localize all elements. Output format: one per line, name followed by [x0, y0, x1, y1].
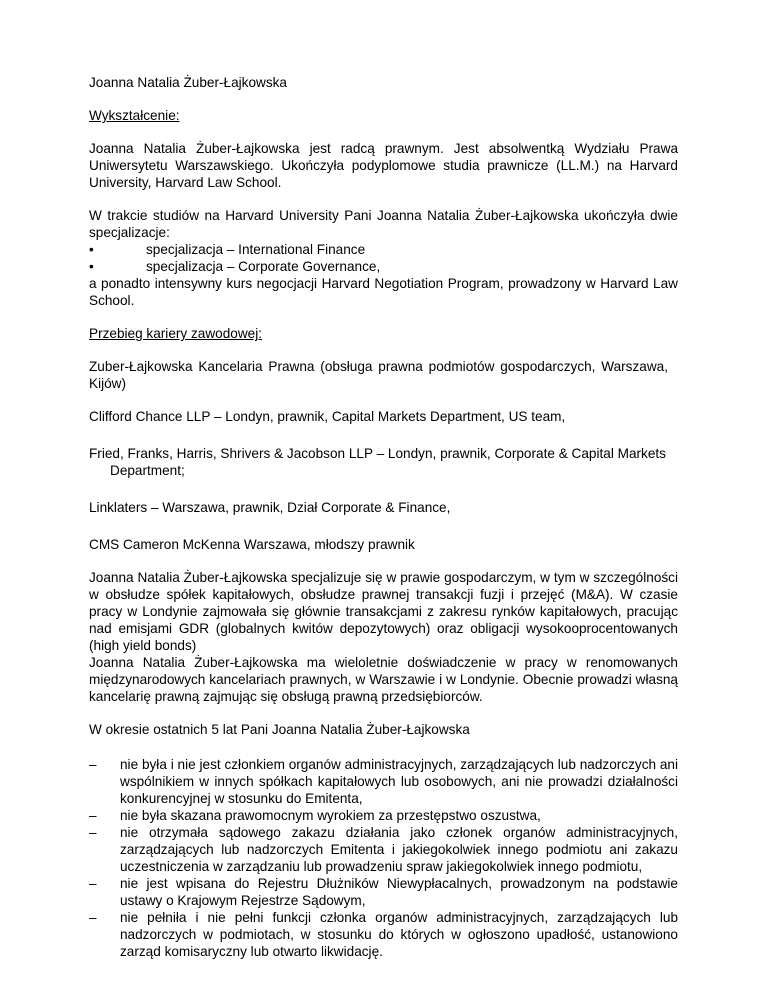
specialization-text: specjalizacja – International Finance [146, 242, 366, 257]
experience-text: Joanna Natalia Żuber-Łajkowska ma wieloletnie doświadczenie w pracy w renomowanych międzynarodowych kancelariach prawnych, w Warszawie i w Londynie. Obecnie prowadzi własną kancelarię prawną zajmując się obsługą prawną przedsiębiorców. [89, 655, 678, 704]
list-item [89, 875, 678, 909]
declaration-text: nie otrzymała sądowego zakazu działania jako członek organów administracyjnych, zarządzających lub nadzorczych Emitenta i jakiegokolwiek innego podmiotu ani zakazu uczestniczenia w zarządzaniu lub prowadzeniu spraw jakiegokolwiek innego podmiotu, [120, 825, 678, 874]
bullet-icon: • [89, 242, 94, 257]
career-entry: Clifford Chance LLP – Londyn, prawnik, Capital Markets Department, US team, [89, 409, 566, 424]
list-item [89, 756, 678, 807]
list-item [89, 909, 678, 960]
career-entry: Zuber-Łajkowska Kancelaria Prawna (obsługa prawna podmiotów gospodarczych, Warszawa, Kijów) [89, 359, 668, 391]
career-heading: Przebieg kariery zawodowej: [89, 326, 263, 341]
career-entry: CMS Cameron McKenna Warszawa, młodszy prawnik [89, 537, 415, 552]
list-item [89, 824, 678, 875]
education-text: Joanna Natalia Żuber-Łajkowska jest radcą prawnym. Jest absolwentką Wydziału Prawa Uniwersytetu Warszawskiego. Ukończyła podyplomowe studia prawnicze (LL.M.) na Harvard University, Harvard Law School. [89, 141, 678, 190]
document-page [89, 74, 678, 960]
declaration-text: nie jest wpisana do Rejestru Dłużników Niewypłacalnych, prowadzonym na podstawie ustawy o Krajowym Rejestrze Sądowym, [120, 876, 678, 908]
specialty-text: Joanna Natalia Żuber-Łajkowska specjalizuje się w prawie gospodarczym, w tym w szczególności w obsłudze spółek kapitałowych, obsłudze prawnej transakcji fuzji i przejęć (M&A). W czasie pracy w Londynie zajmowała się głównie transakcjami z zakresu rynków kapitałowych, pracując nad emisjami GDR (globalnych kwitów depozytowych) oraz obligacji wysokooprocentowanych (high yield bonds) [89, 570, 678, 653]
list-item [89, 807, 678, 824]
career-entry: Linklaters – Warszawa, prawnik, Dział Corporate & Finance, [89, 500, 451, 515]
harvard-intro: W trakcie studiów na Harvard University Pani Joanna Natalia Żuber-Łajkowska ukończyła dwie specjalizacje: [89, 208, 678, 240]
dash-icon: – [89, 825, 97, 840]
dash-icon: – [89, 808, 97, 823]
specialization-item [89, 258, 678, 275]
career-entry: Fried, Franks, Harris, Shrivers & Jacobson LLP – Londyn, prawnik, Corporate & Capital Markets Department; [89, 446, 666, 478]
dash-icon: – [89, 876, 97, 891]
dash-icon: – [89, 910, 97, 925]
bullet-icon: • [89, 259, 94, 274]
education-heading: Wykształcenie: [89, 108, 180, 123]
specialization-item [89, 241, 678, 258]
declaration-intro: W okresie ostatnich 5 lat Pani Joanna Natalia Żuber-Łajkowska [89, 722, 470, 737]
harvard-section [89, 207, 678, 309]
declaration-text: nie była i nie jest członkiem organów administracyjnych, zarządzających lub nadzorczych ani wspólnikiem w innych spółkach kapitałowych lub osobowych, ani nie prowadzi działalności konkurencyjnej w stosunku do Emitenta, [120, 757, 678, 806]
harvard-outro: a ponadto intensywny kurs negocjacji Harvard Negotiation Program, prowadzony w Harvard Law School. [89, 276, 678, 308]
specialization-text: specjalizacja – Corporate Governance, [146, 259, 381, 274]
person-name: Joanna Natalia Żuber-Łajkowska [89, 75, 287, 90]
declaration-list [89, 756, 678, 960]
declaration-text: nie była skazana prawomocnym wyrokiem za przestępstwo oszustwa, [120, 808, 541, 823]
declaration-text: nie pełniła i nie pełni funkcji członka organów administracyjnych, zarządzających lub nadzorczych w podmiotach, w stosunku do których w ogłoszono upadłość, ustanowiono zarząd komisaryczny lub otwarto likwidację. [120, 910, 678, 959]
dash-icon: – [89, 757, 97, 772]
